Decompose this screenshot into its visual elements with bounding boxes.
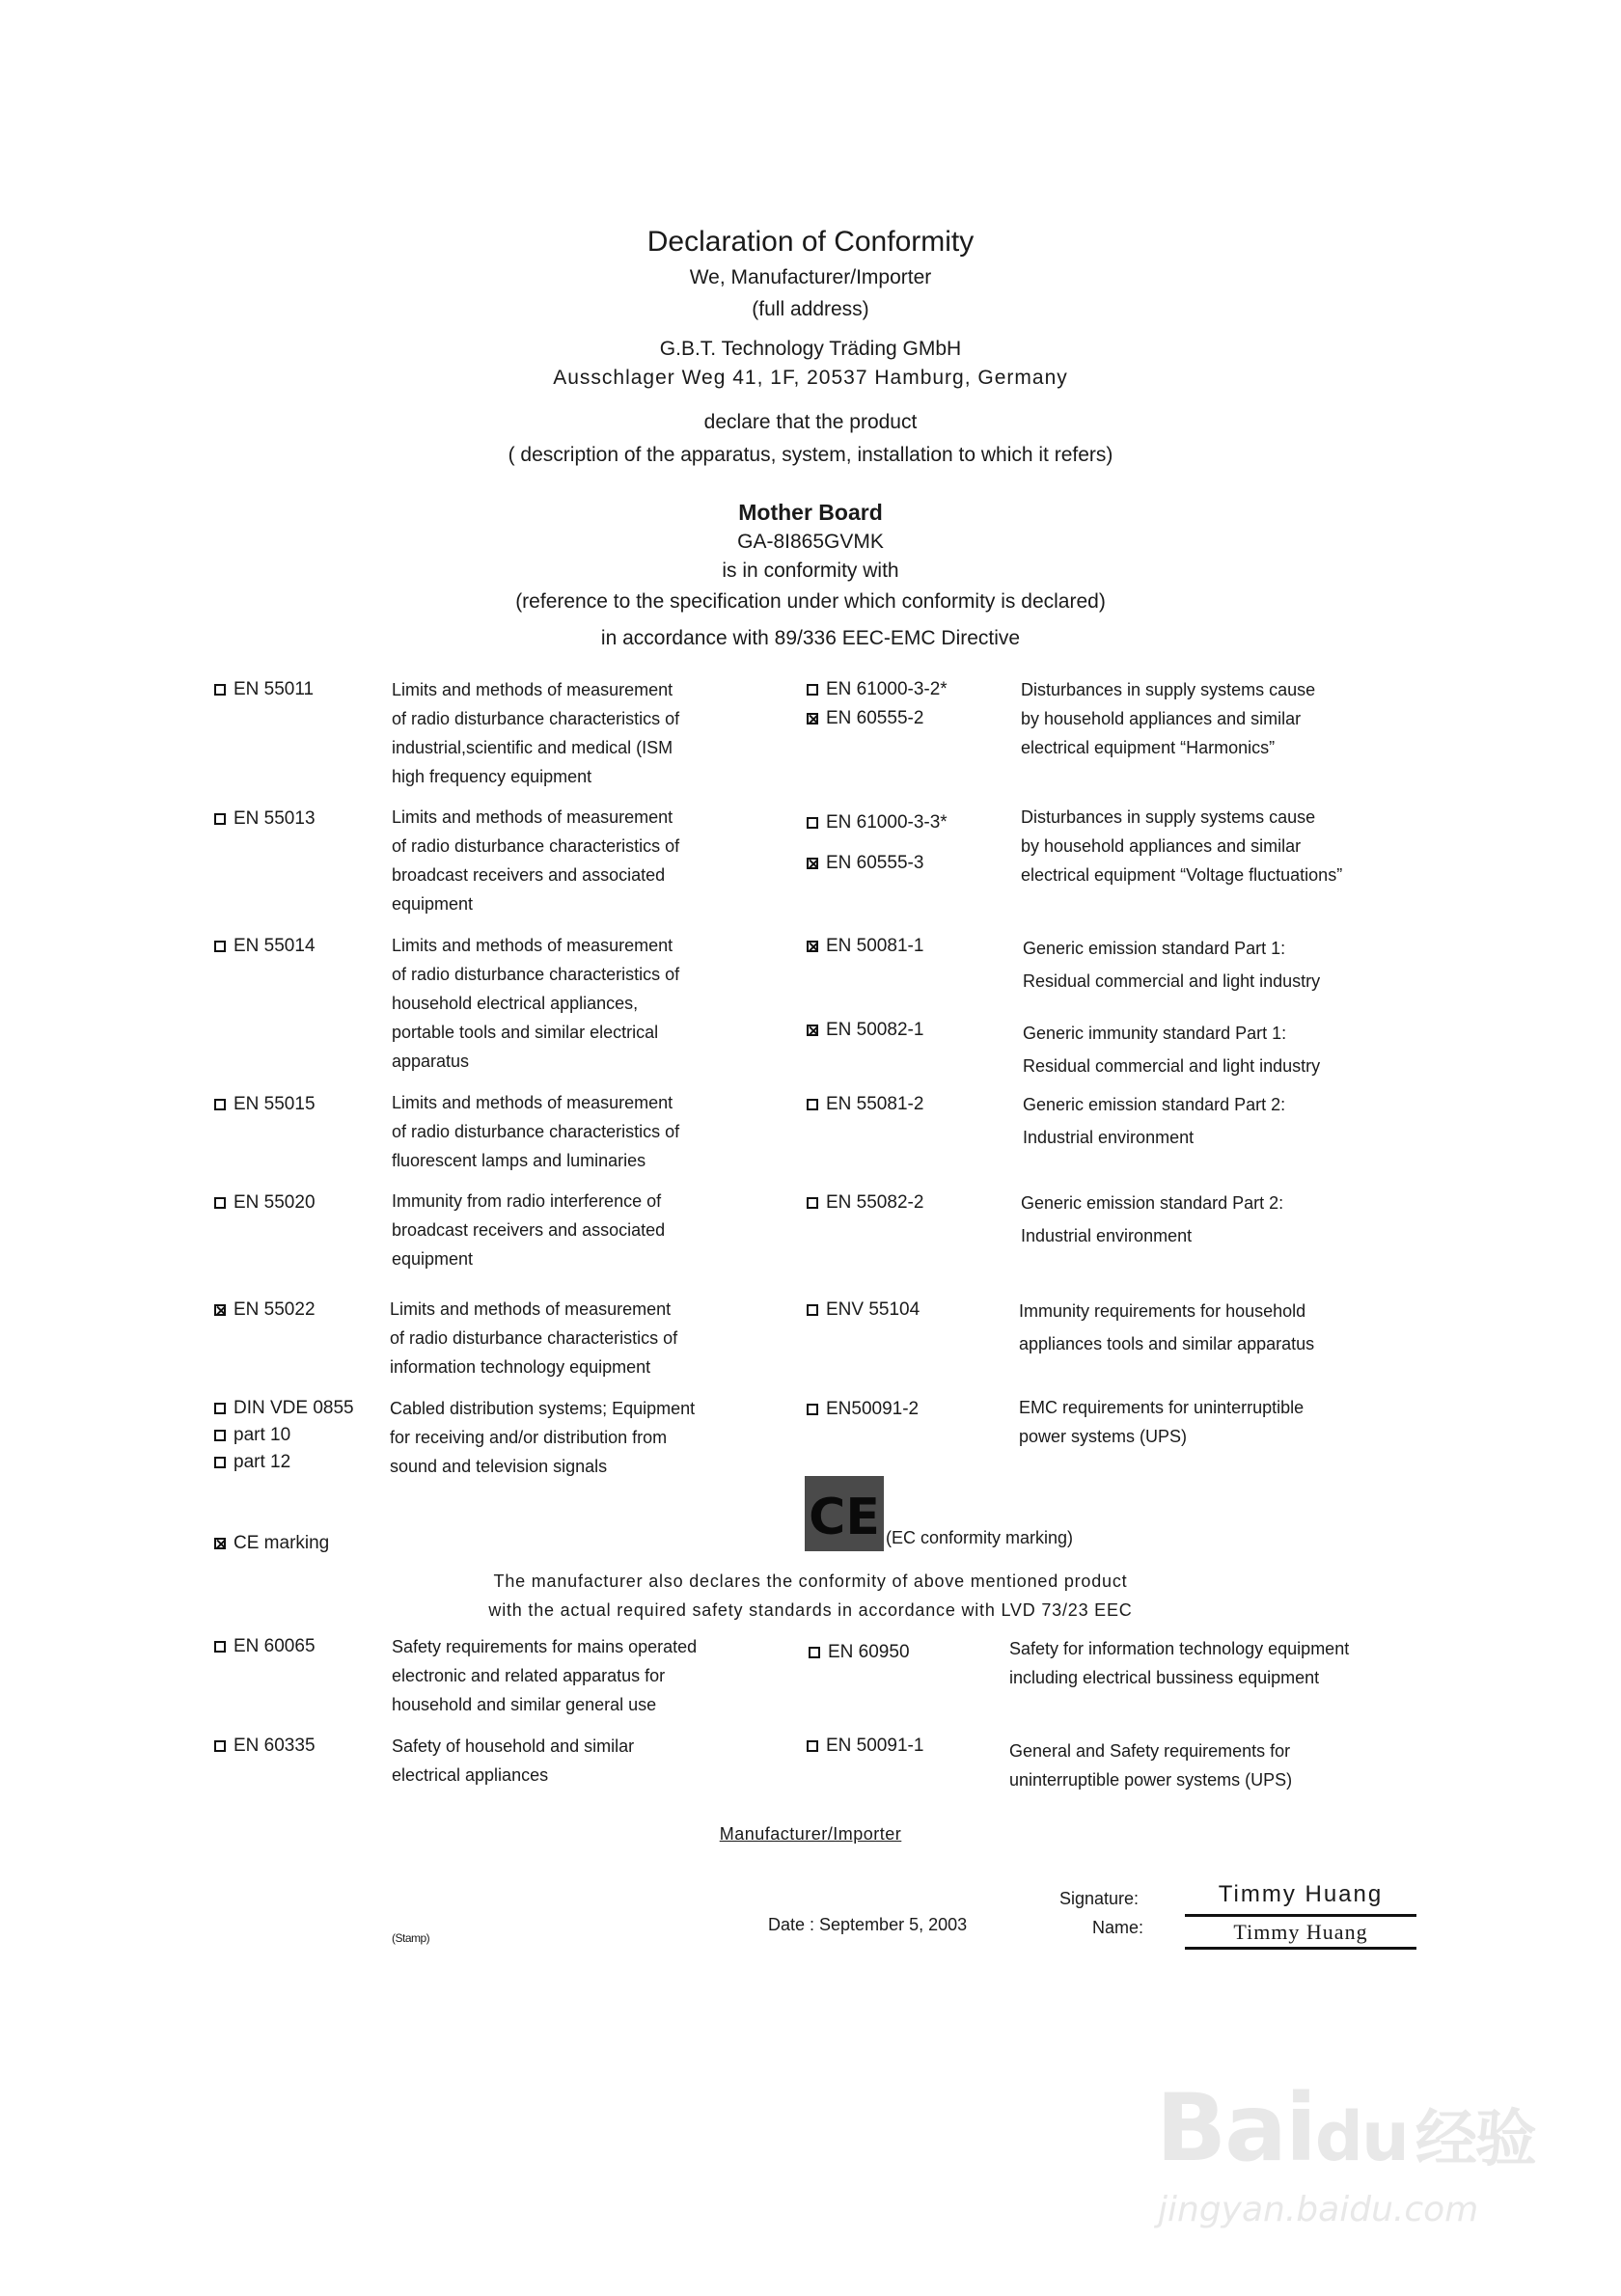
standard-check <box>214 1395 354 1476</box>
standard-label: DIN VDE 0855 <box>234 1398 354 1418</box>
standard-description: Limits and methods of measurement of radio disturbance characteristics of fluorescent lamps and luminaries <box>392 1093 680 1170</box>
standard-check <box>807 1732 923 1761</box>
checkbox-icon <box>214 1457 226 1468</box>
document-title: Declaration of Conformity <box>646 226 975 258</box>
checkbox-icon <box>807 684 818 696</box>
standard-description: Limits and methods of measurement of radio disturbance characteristics of household electrical appliances, portable tools and similar electrical apparatus <box>392 936 680 1071</box>
standard-check <box>807 803 948 884</box>
standard-description: EMC requirements for uninterruptible power systems (UPS) <box>1019 1398 1305 1446</box>
standard-label: part 12 <box>234 1452 291 1472</box>
standard-description: Generic emission standard Part 2: Industrial environment <box>1021 1193 1284 1245</box>
manufacturer-importer-heading: Manufacturer/Importer <box>719 1824 902 1844</box>
checked-box-icon <box>807 858 818 869</box>
standard-check <box>214 1632 316 1661</box>
standard-description: Limits and methods of measurement of radio disturbance characteristics of industrial,scientific and medical (ISM high frequency equipment <box>392 680 680 786</box>
standard-check <box>214 805 316 834</box>
standard-label: ENV 55104 <box>826 1299 920 1320</box>
standard-label: EN 55081-2 <box>826 1094 924 1114</box>
checked-box-icon <box>214 1538 226 1549</box>
standard-check <box>807 1296 920 1325</box>
stamp-label: (Stamp) <box>392 1931 430 1945</box>
ce-marking <box>214 1529 329 1558</box>
standard-description: Safety requirements for mains operated electronic and related apparatus for household and similar general use <box>392 1637 698 1714</box>
ce-marking-label: CE marking <box>234 1533 330 1553</box>
standard-label: EN 55020 <box>234 1192 316 1213</box>
checkbox-icon <box>214 1740 226 1752</box>
standard-label: EN 50091-1 <box>826 1736 924 1756</box>
standard-check <box>214 1296 316 1325</box>
svg-text:CE: CE <box>809 1489 880 1546</box>
checkbox-icon <box>214 684 226 696</box>
standard-check <box>807 1189 923 1217</box>
checkbox-icon <box>807 1404 818 1415</box>
printed-name: Timmy Huang <box>1233 1920 1368 1944</box>
standard-label: EN 55013 <box>234 808 316 829</box>
standard-check <box>214 932 316 961</box>
standard-description: Generic emission standard Part 1: Residual commercial and light industry <box>1023 939 1321 991</box>
checkbox-icon <box>807 817 818 829</box>
name-underline <box>1185 1947 1416 1950</box>
checked-box-icon <box>214 1304 226 1316</box>
checkbox-icon <box>807 1197 818 1209</box>
product-name: Mother Board <box>738 500 883 525</box>
standard-label: EN 55011 <box>234 679 315 699</box>
baidu-watermark-logo: Baidu 经验 <box>1156 2074 1535 2182</box>
standard-description: Cabled distribution systems; Equipment for receiving and/or distribution from sound and television signals <box>390 1399 696 1476</box>
checkbox-icon <box>214 1641 226 1653</box>
standard-label: EN 60555-3 <box>826 853 924 873</box>
standard-label: EN 60335 <box>234 1736 316 1756</box>
product-model: GA-8I865GVMK <box>737 531 884 553</box>
standard-description: Immunity requirements for household appliances tools and similar apparatus <box>1019 1301 1315 1353</box>
signature-label: Signature: <box>1059 1889 1140 1908</box>
checkbox-icon <box>214 941 226 952</box>
checked-box-icon <box>807 941 818 952</box>
standard-check <box>807 675 948 733</box>
checkbox-icon <box>809 1647 820 1658</box>
standard-description: General and Safety requirements for uninterruptible power systems (UPS) <box>1009 1741 1293 1790</box>
conformity-line: is in conformity with <box>722 560 899 582</box>
standard-description: Immunity from radio interference of broadcast receivers and associated equipment <box>392 1191 666 1269</box>
standard-check <box>214 1090 316 1119</box>
standard-label: EN 60950 <box>828 1642 910 1662</box>
standard-check <box>807 1090 923 1119</box>
name-label: Name: <box>1092 1918 1144 1937</box>
date-line: Date : September 5, 2003 <box>768 1915 968 1934</box>
ce-logo <box>805 1476 884 1551</box>
lvd-declaration: The manufacturer also declares the conformity of above mentioned product with the actual required safety standards in accordance with LVD 73/23 EEC <box>488 1572 1133 1620</box>
checked-box-icon <box>807 713 818 724</box>
company-name: G.B.T. Technology Träding GMbH <box>659 338 962 360</box>
standard-description: Generic immunity standard Part 1: Residual commercial and light industry <box>1023 1024 1321 1076</box>
standard-label: EN 50081-1 <box>826 936 924 956</box>
ce-marking-caption: (EC conformity marking) <box>886 1528 1074 1547</box>
checkbox-icon <box>214 1403 226 1414</box>
directive-line: in accordance with 89/336 EEC-EMC Directive <box>600 627 1021 649</box>
checkbox-icon <box>214 813 226 825</box>
standard-label: EN 55015 <box>234 1094 316 1114</box>
standard-check <box>809 1638 910 1667</box>
standard-label: EN 55082-2 <box>826 1192 924 1213</box>
standard-description: Disturbances in supply systems cause by household appliances and similar electrical equipment “Harmonics” <box>1021 680 1316 757</box>
standard-check <box>807 1395 919 1424</box>
standard-label: EN 61000-3-3* <box>826 812 948 833</box>
description-line: ( description of the apparatus, system, installation to which it refers) <box>508 444 1113 466</box>
standard-description: Safety for information technology equipment including electrical bussiness equipment <box>1009 1639 1350 1687</box>
standard-check <box>214 1189 316 1217</box>
declare-line: declare that the product <box>703 411 918 433</box>
standard-label: part 10 <box>234 1425 291 1445</box>
signature-underline <box>1185 1914 1416 1917</box>
full-address-line: (full address) <box>752 298 869 320</box>
standard-description: Limits and methods of measurement of radio disturbance characteristics of information technology equipment <box>390 1299 678 1377</box>
manufacturer-line: We, Manufacturer/Importer <box>689 266 932 288</box>
standard-label: EN 61000-3-2* <box>826 679 948 699</box>
standard-check <box>807 932 923 961</box>
standard-label: EN50091-2 <box>826 1399 920 1419</box>
standard-description: Disturbances in supply systems cause by household appliances and similar electrical equipment “Voltage fluctuations” <box>1021 807 1343 885</box>
reference-line: (reference to the specification under which conformity is declared) <box>515 590 1106 613</box>
standard-check <box>214 675 314 704</box>
standard-label: EN 55022 <box>234 1299 316 1320</box>
signature: Timmy Huang <box>1218 1881 1384 1907</box>
standard-label: EN 60065 <box>234 1636 316 1656</box>
checkbox-icon <box>807 1304 818 1316</box>
standard-check <box>807 1016 923 1045</box>
company-address: Ausschlager Weg 41, 1F, 20537 Hamburg, Germany <box>553 367 1068 389</box>
standard-check <box>214 1732 316 1761</box>
standard-description: Generic emission standard Part 2: Industrial environment <box>1023 1095 1286 1147</box>
checked-box-icon <box>807 1025 818 1036</box>
checkbox-icon <box>214 1099 226 1110</box>
checkbox-icon <box>214 1430 226 1441</box>
checkbox-icon <box>807 1099 818 1110</box>
baidu-watermark-url: jingyan.baidu.com <box>1158 2190 1479 2229</box>
standard-description: Limits and methods of measurement of radio disturbance characteristics of broadcast receivers and associated equipment <box>392 807 680 914</box>
standard-label: EN 60555-2 <box>826 708 924 728</box>
checkbox-icon <box>807 1740 818 1752</box>
standard-description: Safety of household and similar electrical appliances <box>392 1736 635 1785</box>
standard-label: EN 50082-1 <box>826 1020 924 1040</box>
ce-mark-icon <box>805 1476 884 1551</box>
checkbox-icon <box>214 1197 226 1209</box>
standard-label: EN 55014 <box>234 936 316 956</box>
